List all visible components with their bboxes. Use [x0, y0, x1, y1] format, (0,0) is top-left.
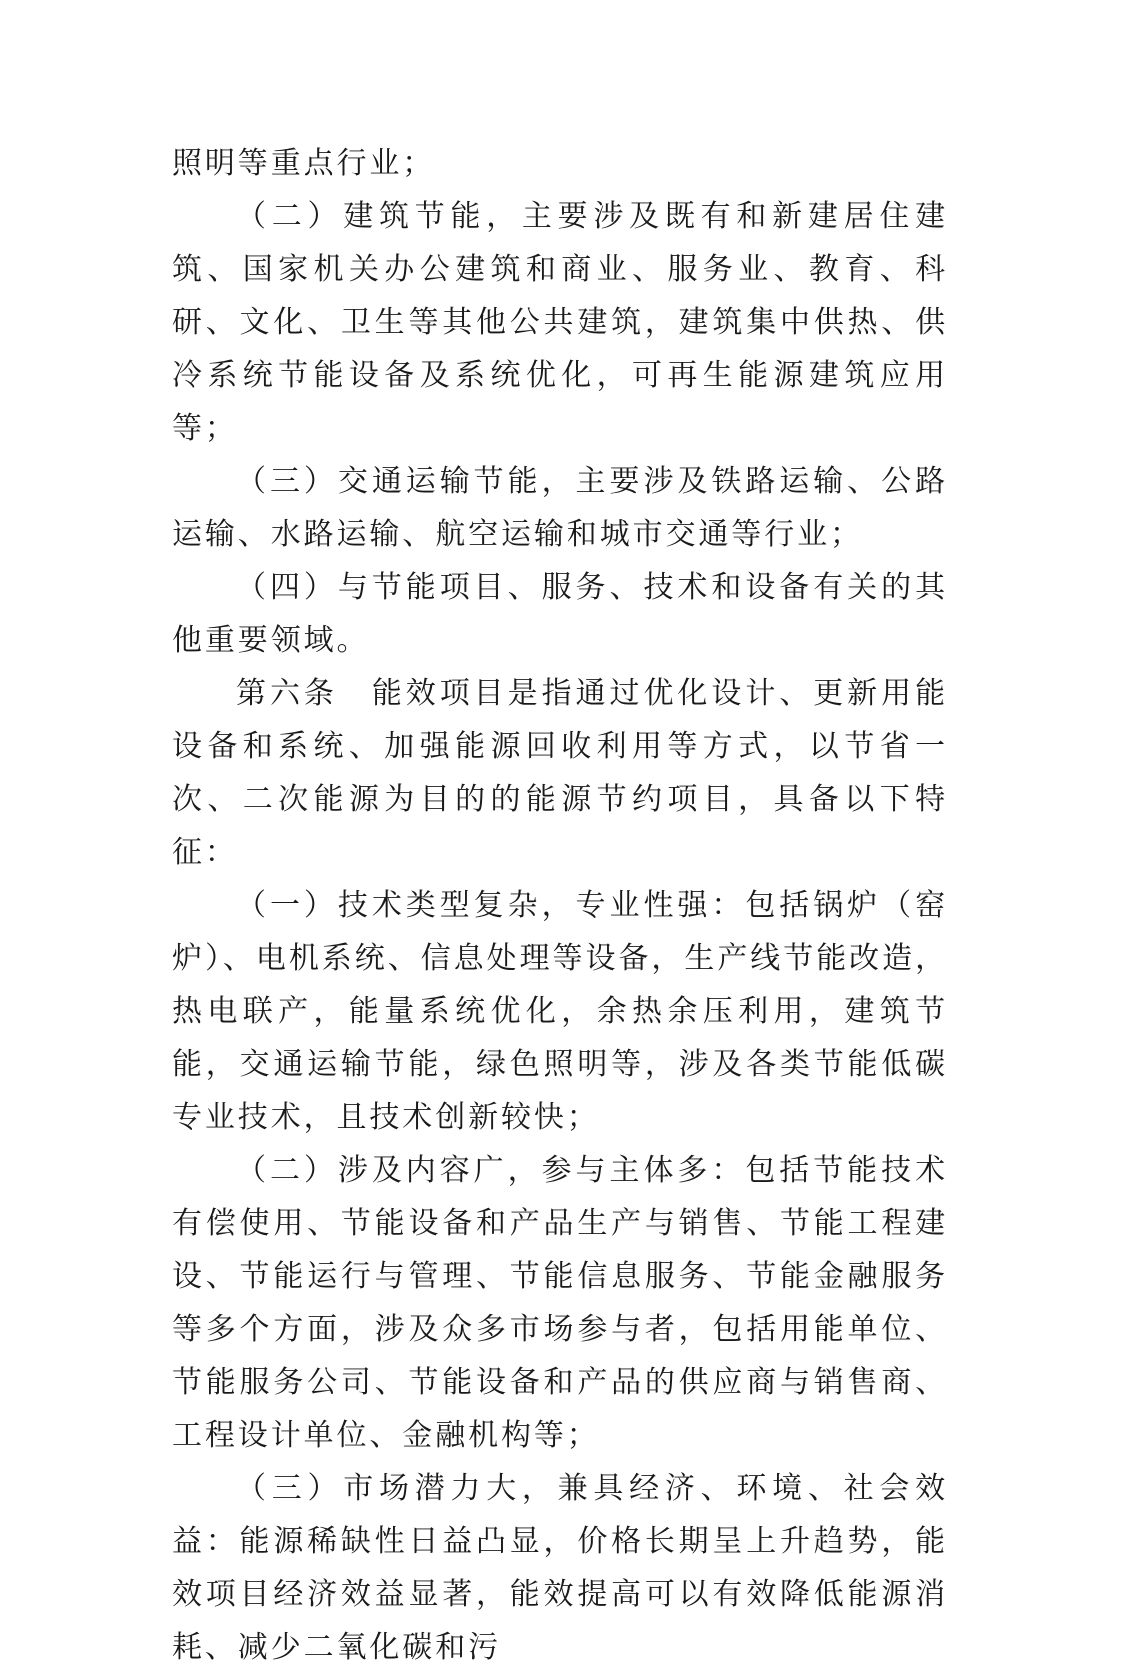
paragraph-article-six: 第六条 能效项目是指通过优化设计、更新用能设备和系统、加强能源回收利用等方式，以节省一次、二次能源为目的的能源节约项目，具备以下特征：	[172, 676, 948, 870]
document-body	[172, 137, 948, 1674]
paragraph-feature-one: （一）技术类型复杂，专业性强：包括锅炉（窑炉）、电机系统、信息处理等设备，生产线节能改造，热电联产，能量系统优化，余热余压利用，建筑节能，交通运输节能，绿色照明等，涉及各类节能低碳专业技术，且技术创新较快；	[172, 888, 948, 1135]
paragraph-building-energy: （二）建筑节能，主要涉及既有和新建居住建筑、国家机关办公建筑和商业、服务业、教育、科研、文化、卫生等其他公共建筑，建筑集中供热、供冷系统节能设备及系统优化，可再生能源建筑应用等；	[172, 199, 948, 446]
paragraph-transport-energy: （三）交通运输节能，主要涉及铁路运输、公路运输、水路运输、航空运输和城市交通等行业；	[172, 464, 948, 552]
paragraph-continuation: 照明等重点行业；	[172, 146, 436, 181]
paragraph-feature-two: （二）涉及内容广，参与主体多：包括节能技术有偿使用、节能设备和产品生产与销售、节能工程建设、节能运行与管理、节能信息服务、节能金融服务等多个方面，涉及众多市场参与者，包括用能单位、节能服务公司、节能设备和产品的供应商与销售商、工程设计单位、金融机构等；	[172, 1153, 948, 1453]
paragraph-feature-three: （三）市场潜力大，兼具经济、环境、社会效益：能源稀缺性日益凸显，价格长期呈上升趋势，能效项目经济效益显著，能效提高可以有效降低能源消耗、减少二氧化碳和污	[172, 1471, 948, 1665]
paragraph-other-fields: （四）与节能项目、服务、技术和设备有关的其他重要领域。	[172, 570, 948, 658]
